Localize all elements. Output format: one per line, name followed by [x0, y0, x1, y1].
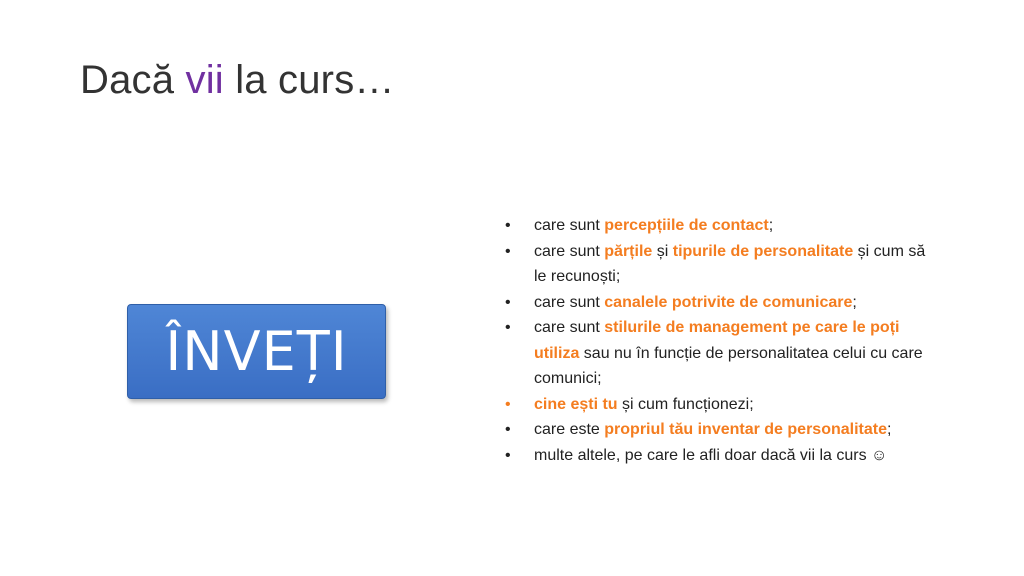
- learn-box-label: ÎNVEȚI: [165, 320, 348, 383]
- bullet-text: sau nu în funcție de personalitatea celui cu care comunici;: [534, 344, 923, 387]
- bullet-item: [502, 315, 934, 392]
- title-accent: vii: [185, 58, 224, 102]
- bullet-text: ;: [886, 421, 892, 438]
- bullet-dot-icon: •: [505, 421, 511, 438]
- bullet-emphasis: propriul tău inventar de personalitate: [604, 421, 887, 438]
- bullet-emphasis: percepțiile de contact: [604, 217, 769, 234]
- bullet-text: care sunt: [534, 242, 605, 260]
- bullet-text: ;: [768, 217, 774, 234]
- bullet-item: [502, 239, 934, 290]
- bullet-item: [502, 290, 934, 316]
- bullet-emphasis: tipurile de personalitate: [672, 242, 854, 260]
- bullet-dot-icon: •: [505, 242, 511, 260]
- bullet-emphasis: stilurile de management pe care le poți utiliza: [534, 319, 900, 362]
- bullet-item: [502, 392, 934, 418]
- bullet-text: multe altele, pe care le afli doar dacă vii la curs ☺: [534, 446, 888, 464]
- bullet-text: și cum funcționezi;: [617, 395, 754, 413]
- bullet-list: [502, 213, 934, 468]
- bullet-item: [502, 443, 934, 469]
- bullet-dot-icon: •: [505, 446, 511, 464]
- bullet-text: care sunt: [534, 293, 605, 311]
- bullet-emphasis: canalele potrivite de comunicare: [604, 293, 853, 311]
- bullet-text: și cum să le recunoști;: [534, 242, 926, 285]
- bullet-text: care sunt: [534, 217, 605, 234]
- bullet-dot-icon: •: [505, 293, 511, 311]
- bullet-text: care sunt: [534, 319, 605, 336]
- bullet-emphasis: părțile: [604, 242, 653, 260]
- bullet-text: care este: [534, 421, 605, 438]
- bullet-dot-icon: •: [505, 319, 511, 336]
- bullet-item: [502, 213, 934, 239]
- bullet-dot-icon: •: [505, 395, 511, 413]
- bullet-emphasis: cine ești tu: [534, 395, 618, 413]
- bullet-text: ;: [852, 293, 857, 311]
- bullet-text: și: [652, 242, 673, 260]
- slide-title: [80, 58, 395, 103]
- bullet-item: [502, 417, 934, 443]
- title-pre: Dacă: [80, 58, 186, 102]
- title-post: la curs…: [223, 58, 395, 102]
- learn-box: [127, 304, 386, 399]
- bullet-dot-icon: •: [505, 217, 511, 234]
